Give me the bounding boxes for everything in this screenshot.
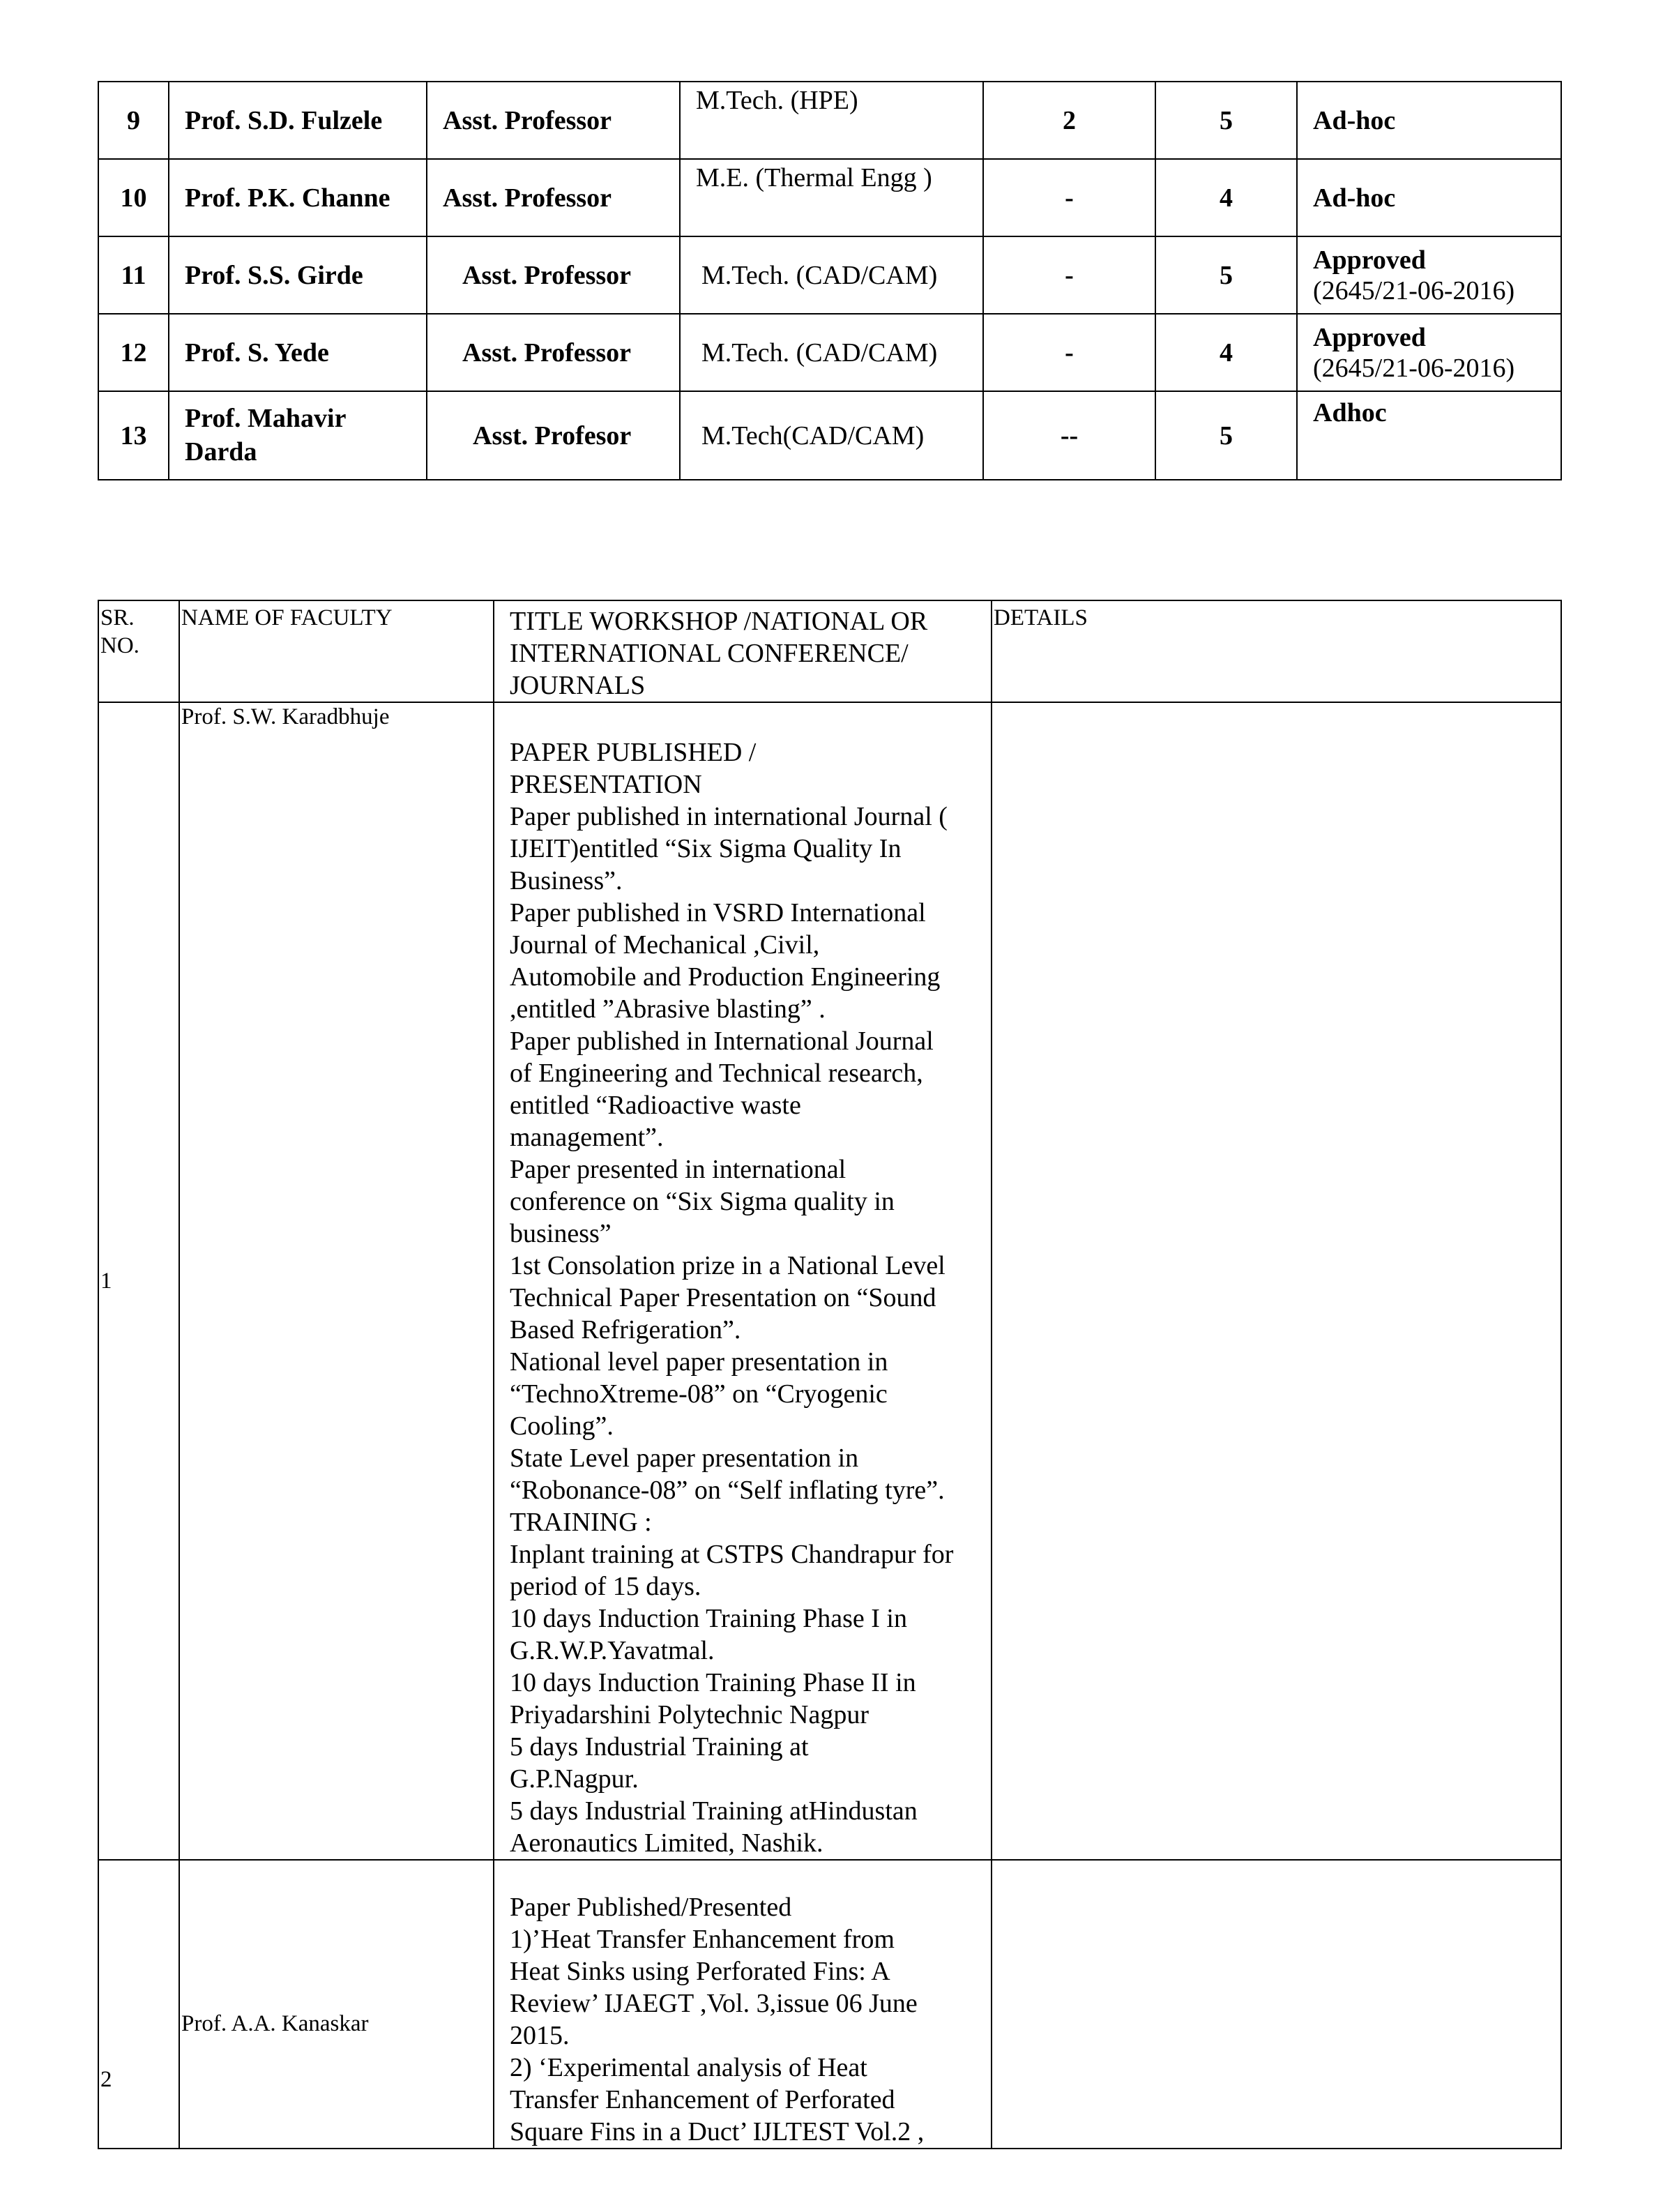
- publications-table: [98, 600, 1562, 2149]
- serial-number: 1: [98, 702, 179, 1860]
- publication-line: Transfer Enhancement of Perforated: [510, 2085, 895, 2114]
- qualification: M.Tech. (CAD/CAM): [680, 236, 983, 314]
- faculty-name: Prof. S.D. Fulzele: [169, 82, 427, 159]
- publication-line: period of 15 days.: [510, 1572, 701, 1601]
- publication-line: 5 days Industrial Training atHindustan: [510, 1796, 918, 1826]
- serial-number: 13: [98, 391, 169, 480]
- serial-number: 9: [98, 82, 169, 159]
- qualification: M.Tech. (CAD/CAM): [680, 314, 983, 391]
- publication-list: [494, 1860, 992, 2149]
- publication-line: management”.: [510, 1123, 664, 1152]
- publication-line: National level paper presentation in: [510, 1347, 888, 1377]
- publication-line: 5 days Industrial Training at: [510, 1732, 809, 1762]
- publication-list: [494, 702, 992, 1860]
- appointment-status: Ad-hoc: [1297, 82, 1561, 159]
- publication-line: IJEIT)entitled “Six Sigma Quality In: [510, 834, 902, 863]
- publication-line: Aeronautics Limited, Nashik.: [510, 1828, 823, 1858]
- faculty-name: Prof. S.S. Girde: [169, 236, 427, 314]
- serial-number: 12: [98, 314, 169, 391]
- publication-line: Paper published in international Journal (: [510, 802, 948, 831]
- faculty-name: Prof. A.A. Kanaskar: [179, 1860, 494, 2149]
- designation: Asst. Profesor: [427, 391, 680, 480]
- header-title: TITLE WORKSHOP /NATIONAL OR INTERNATIONAL CONFERENCE/ JOURNALS: [494, 600, 992, 702]
- appointment-status: Adhoc: [1297, 391, 1561, 480]
- faculty-name: Prof. P.K. Channe: [169, 159, 427, 236]
- qualification: M.Tech. (HPE): [680, 82, 983, 159]
- appointment-status: Approved (2645/21-06-2016): [1297, 236, 1561, 314]
- publication-line: 2) ‘Experimental analysis of Heat: [510, 2053, 867, 2082]
- experience-value: --: [983, 391, 1155, 480]
- designation: Asst. Professor: [427, 236, 680, 314]
- count-value: 5: [1155, 82, 1297, 159]
- count-value: 4: [1155, 159, 1297, 236]
- publication-line: G.P.Nagpur.: [510, 1764, 639, 1794]
- header-details: DETAILS: [992, 600, 1561, 702]
- designation: Asst. Professor: [427, 159, 680, 236]
- details-cell: [992, 1860, 1561, 2149]
- publication-line: conference on “Six Sigma quality in: [510, 1187, 895, 1216]
- header-faculty-name: NAME OF FACULTY: [179, 600, 494, 702]
- details-cell: [992, 702, 1561, 1860]
- faculty-name: Prof. Mahavir Darda: [169, 391, 427, 480]
- count-value: 5: [1155, 236, 1297, 314]
- qualification: M.Tech(CAD/CAM): [680, 391, 983, 480]
- publication-line: Heat Sinks using Perforated Fins: A: [510, 1957, 890, 1986]
- publication-line: Paper published in International Journal: [510, 1027, 934, 1056]
- appointment-status: Approved (2645/21-06-2016): [1297, 314, 1561, 391]
- table-header-row: [98, 600, 1561, 702]
- table-row: [98, 391, 1561, 480]
- publication-line: Based Refrigeration”.: [510, 1315, 741, 1344]
- publication-line: PAPER PUBLISHED /: [510, 738, 757, 767]
- publication-line: Review’ IJAEGT ,Vol. 3,issue 06 June: [510, 1989, 918, 2018]
- publication-line: Technical Paper Presentation on “Sound: [510, 1283, 936, 1312]
- faculty-table: [98, 81, 1562, 480]
- count-value: 4: [1155, 314, 1297, 391]
- publication-line: 10 days Induction Training Phase II in: [510, 1668, 916, 1697]
- table-row: [98, 702, 1561, 1860]
- publication-line: of Engineering and Technical research,: [510, 1059, 923, 1088]
- designation: Asst. Professor: [427, 314, 680, 391]
- publication-line: 1st Consolation prize in a National Level: [510, 1251, 946, 1280]
- publication-line: Business”.: [510, 866, 623, 895]
- designation: Asst. Professor: [427, 82, 680, 159]
- publication-line: Square Fins in a Duct’ IJLTEST Vol.2 ,: [510, 2117, 925, 2146]
- publication-line: State Level paper presentation in: [510, 1444, 859, 1473]
- publication-line: 10 days Induction Training Phase I in: [510, 1604, 907, 1633]
- table-row: [98, 314, 1561, 391]
- serial-number: 11: [98, 236, 169, 314]
- faculty-name: Prof. S. Yede: [169, 314, 427, 391]
- publication-line: 1)’Heat Transfer Enhancement from: [510, 1925, 895, 1954]
- table-row: [98, 159, 1561, 236]
- publication-line: business”: [510, 1219, 612, 1248]
- publication-line: Cooling”.: [510, 1411, 614, 1441]
- publication-line: Inplant training at CSTPS Chandrapur for: [510, 1540, 954, 1569]
- faculty-name: Prof. S.W. Karadbhuje: [179, 702, 494, 1860]
- experience-value: -: [983, 236, 1155, 314]
- experience-value: -: [983, 159, 1155, 236]
- publication-line: PRESENTATION: [510, 770, 702, 799]
- publication-line: 2015.: [510, 2021, 570, 2050]
- publication-line: entitled “Radioactive waste: [510, 1091, 801, 1120]
- appointment-status: Ad-hoc: [1297, 159, 1561, 236]
- serial-number: 2: [98, 1860, 179, 2149]
- qualification: M.E. (Thermal Engg ): [680, 159, 983, 236]
- experience-value: -: [983, 314, 1155, 391]
- table-row: [98, 1860, 1561, 2149]
- publication-line: TRAINING :: [510, 1508, 652, 1537]
- count-value: 5: [1155, 391, 1297, 480]
- header-sr-no: SR. NO.: [98, 600, 179, 702]
- publication-line: Paper published in VSRD International: [510, 898, 926, 927]
- table-row: [98, 236, 1561, 314]
- experience-value: 2: [983, 82, 1155, 159]
- serial-number: 10: [98, 159, 169, 236]
- publication-line: Paper Published/Presented: [510, 1893, 792, 1922]
- table-row: [98, 82, 1561, 159]
- publication-line: Journal of Mechanical ,Civil,: [510, 930, 820, 960]
- publication-line: G.R.W.P.Yavatmal.: [510, 1636, 715, 1665]
- publication-line: Priyadarshini Polytechnic Nagpur: [510, 1700, 870, 1729]
- publication-line: “Robonance-08” on “Self inflating tyre”.: [510, 1476, 945, 1505]
- publication-line: “TechnoXtreme-08” on “Cryogenic: [510, 1379, 888, 1409]
- publication-line: ,entitled ”Abrasive blasting” .: [510, 994, 826, 1024]
- publication-line: Automobile and Production Engineering: [510, 962, 941, 992]
- publication-line: Paper presented in international: [510, 1155, 846, 1184]
